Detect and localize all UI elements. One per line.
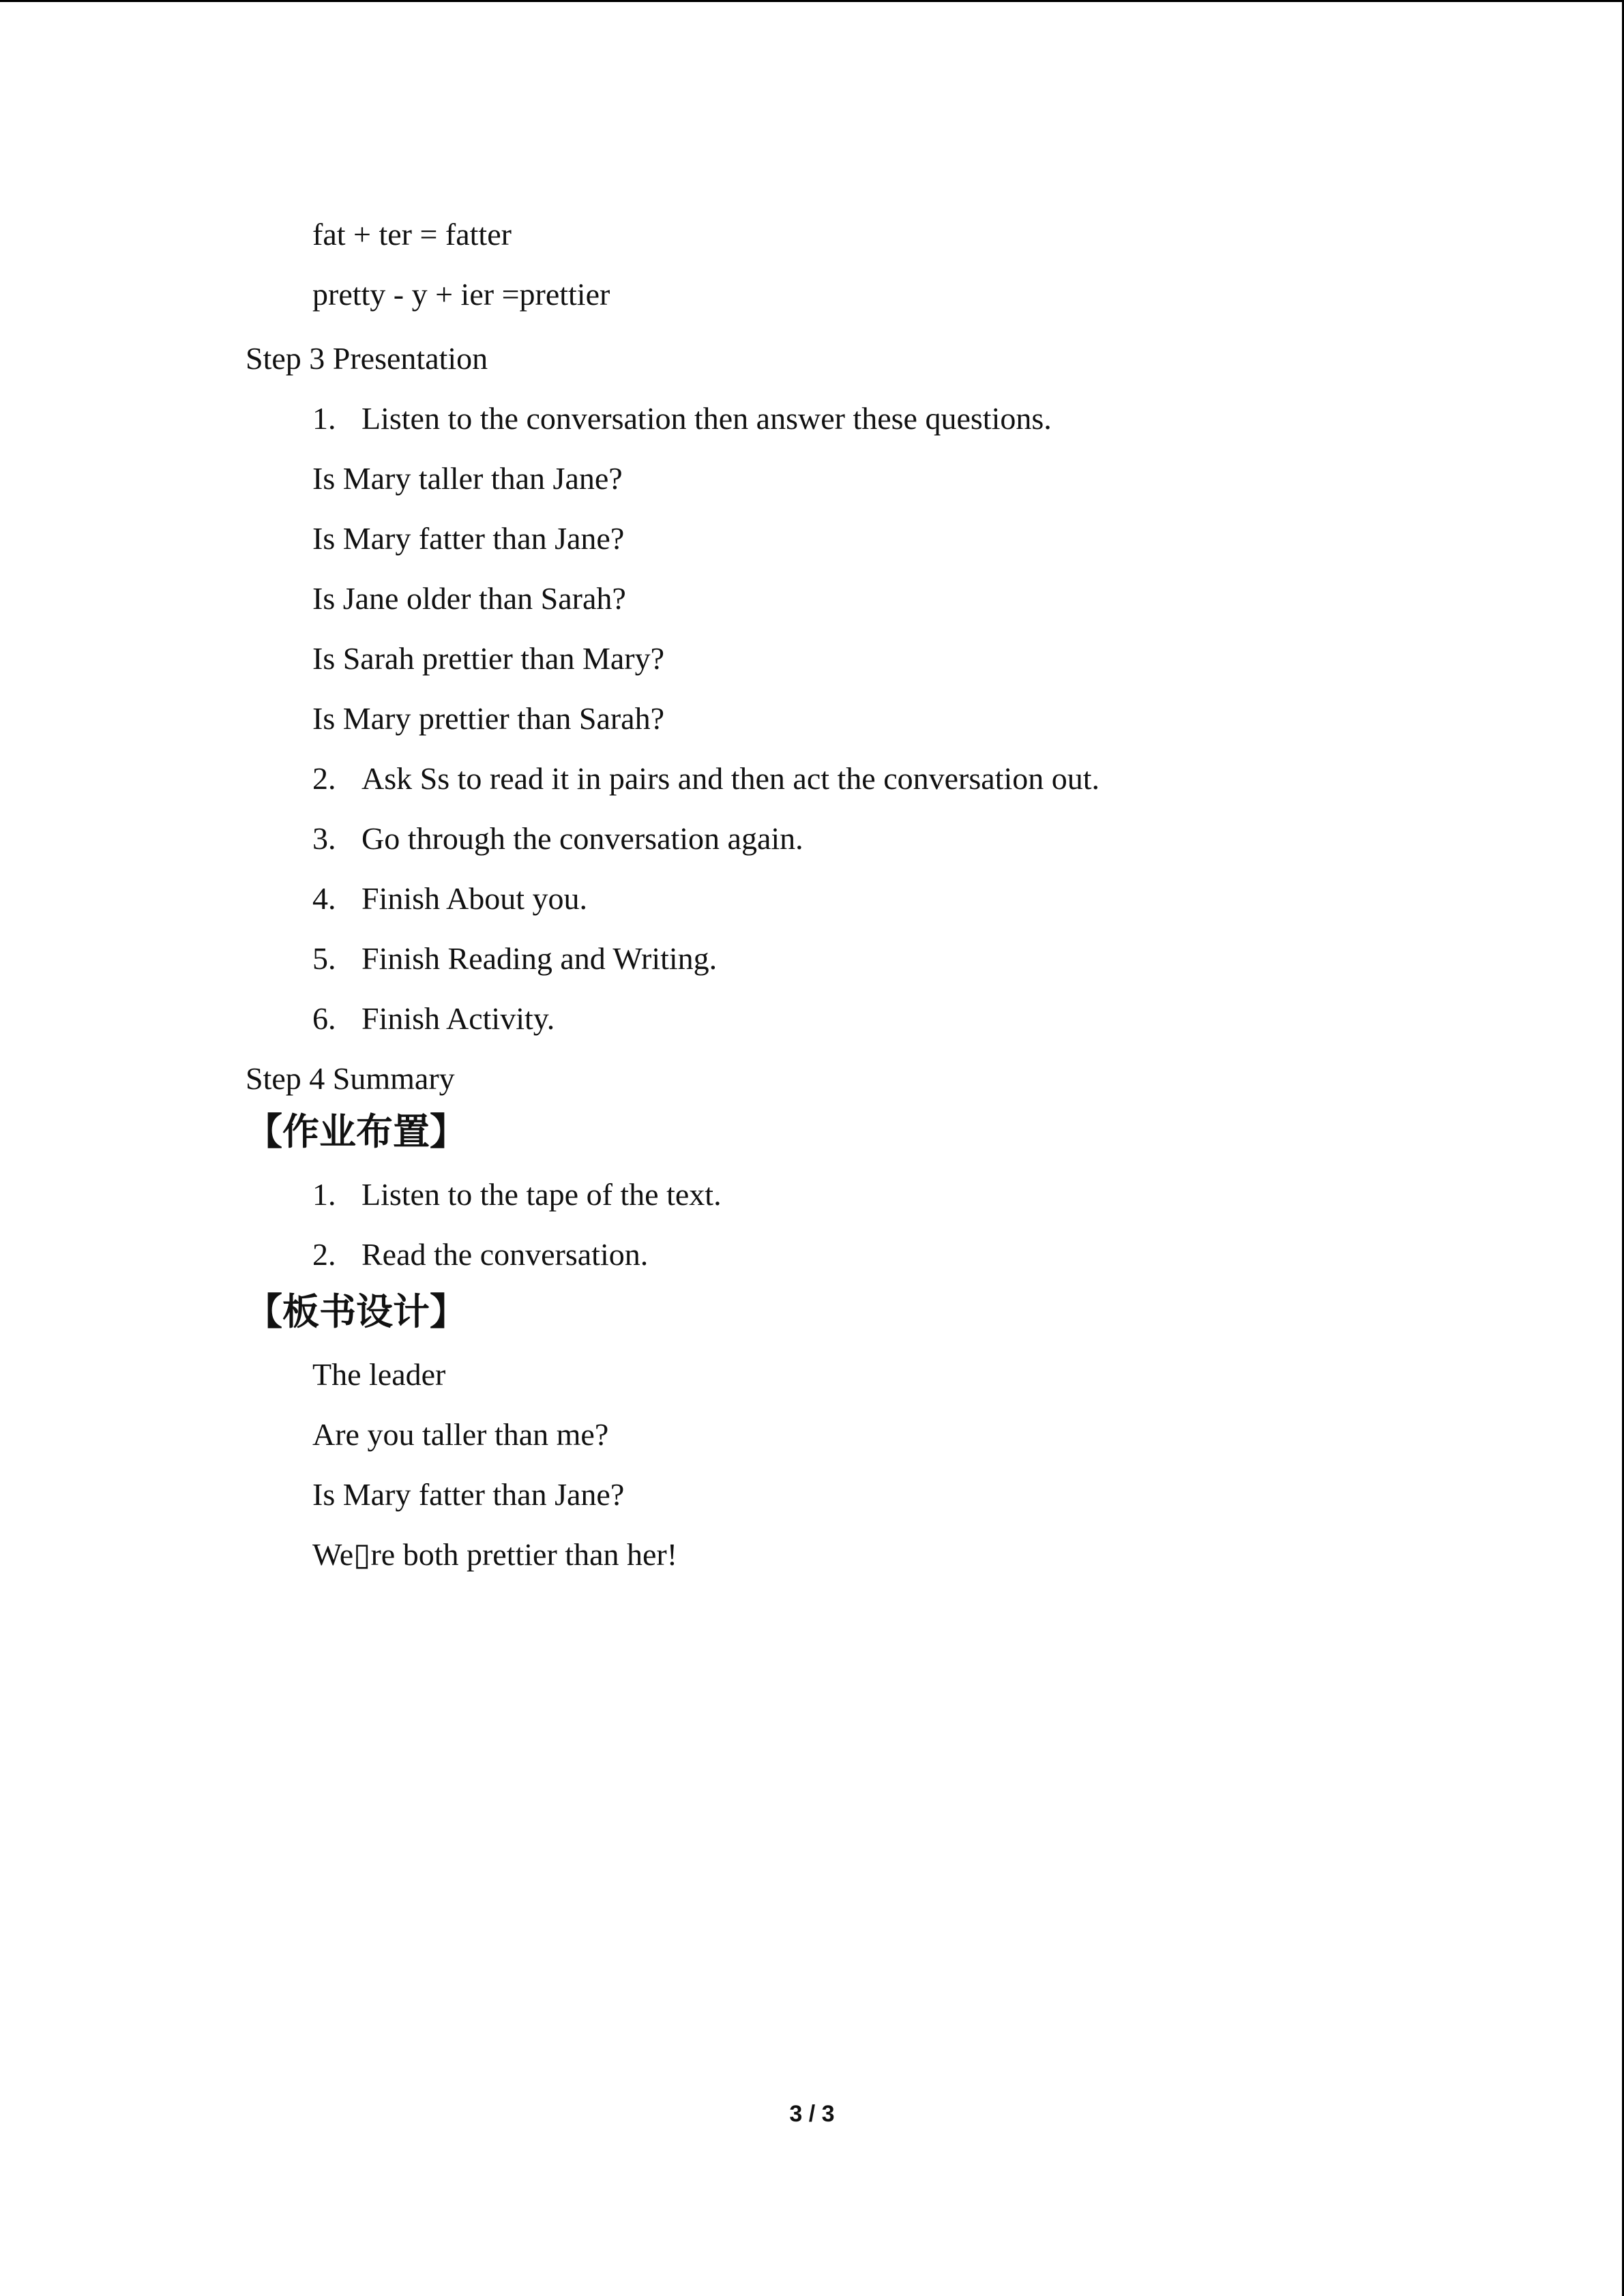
board-line-2: Are you taller than me? <box>312 1417 609 1452</box>
question-4: Is Sarah prettier than Mary? <box>312 641 665 676</box>
list-item <box>312 1000 555 1038</box>
list-text: Ask Ss to read it in pairs and then act the conversation out. <box>361 761 1100 796</box>
list-text: Listen to the tape of the text. <box>361 1177 722 1212</box>
question-1: Is Mary taller than Jane? <box>312 461 623 496</box>
list-number: 2. <box>312 1237 336 1272</box>
rule-pretty: pretty - y + ier =prettier <box>312 277 610 312</box>
step-3-heading: Step 3 Presentation <box>246 341 488 376</box>
list-number: 3. <box>312 821 336 856</box>
board-design-heading: 【板书设计】 <box>246 1290 467 1333</box>
list-number: 2. <box>312 761 336 796</box>
list-number: 1. <box>312 1177 336 1212</box>
list-item <box>312 1236 648 1274</box>
list-number: 4. <box>312 881 336 916</box>
list-text: Listen to the conversation then answer these questions. <box>361 401 1052 436</box>
list-text: Finish Reading and Writing. <box>361 941 718 976</box>
list-number: 6. <box>312 1001 336 1036</box>
page-border-top <box>0 0 1624 2</box>
list-item <box>312 400 1052 438</box>
list-number: 1. <box>312 401 336 436</box>
board-line-1: The leader <box>312 1357 446 1392</box>
list-text: Finish About you. <box>361 881 588 916</box>
list-text: Read the conversation. <box>361 1237 649 1272</box>
board-line-3: Is Mary fatter than Jane? <box>312 1477 625 1512</box>
list-text: Go through the conversation again. <box>361 821 803 856</box>
board-line-4: We▯re both prettier than her! <box>312 1537 678 1572</box>
list-item <box>312 820 803 858</box>
question-5: Is Mary prettier than Sarah? <box>312 701 665 736</box>
list-text: Finish Activity. <box>361 1001 555 1036</box>
list-item <box>312 940 717 978</box>
page-number: 3 / 3 <box>789 2101 835 2127</box>
homework-heading: 【作业布置】 <box>246 1110 467 1153</box>
list-item <box>312 1176 722 1214</box>
step-4-heading: Step 4 Summary <box>246 1061 455 1096</box>
list-item <box>312 760 1099 798</box>
question-2: Is Mary fatter than Jane? <box>312 521 625 556</box>
list-item <box>312 880 587 918</box>
rule-fat: fat + ter = fatter <box>312 217 512 252</box>
list-number: 5. <box>312 941 336 976</box>
question-3: Is Jane older than Sarah? <box>312 581 626 616</box>
